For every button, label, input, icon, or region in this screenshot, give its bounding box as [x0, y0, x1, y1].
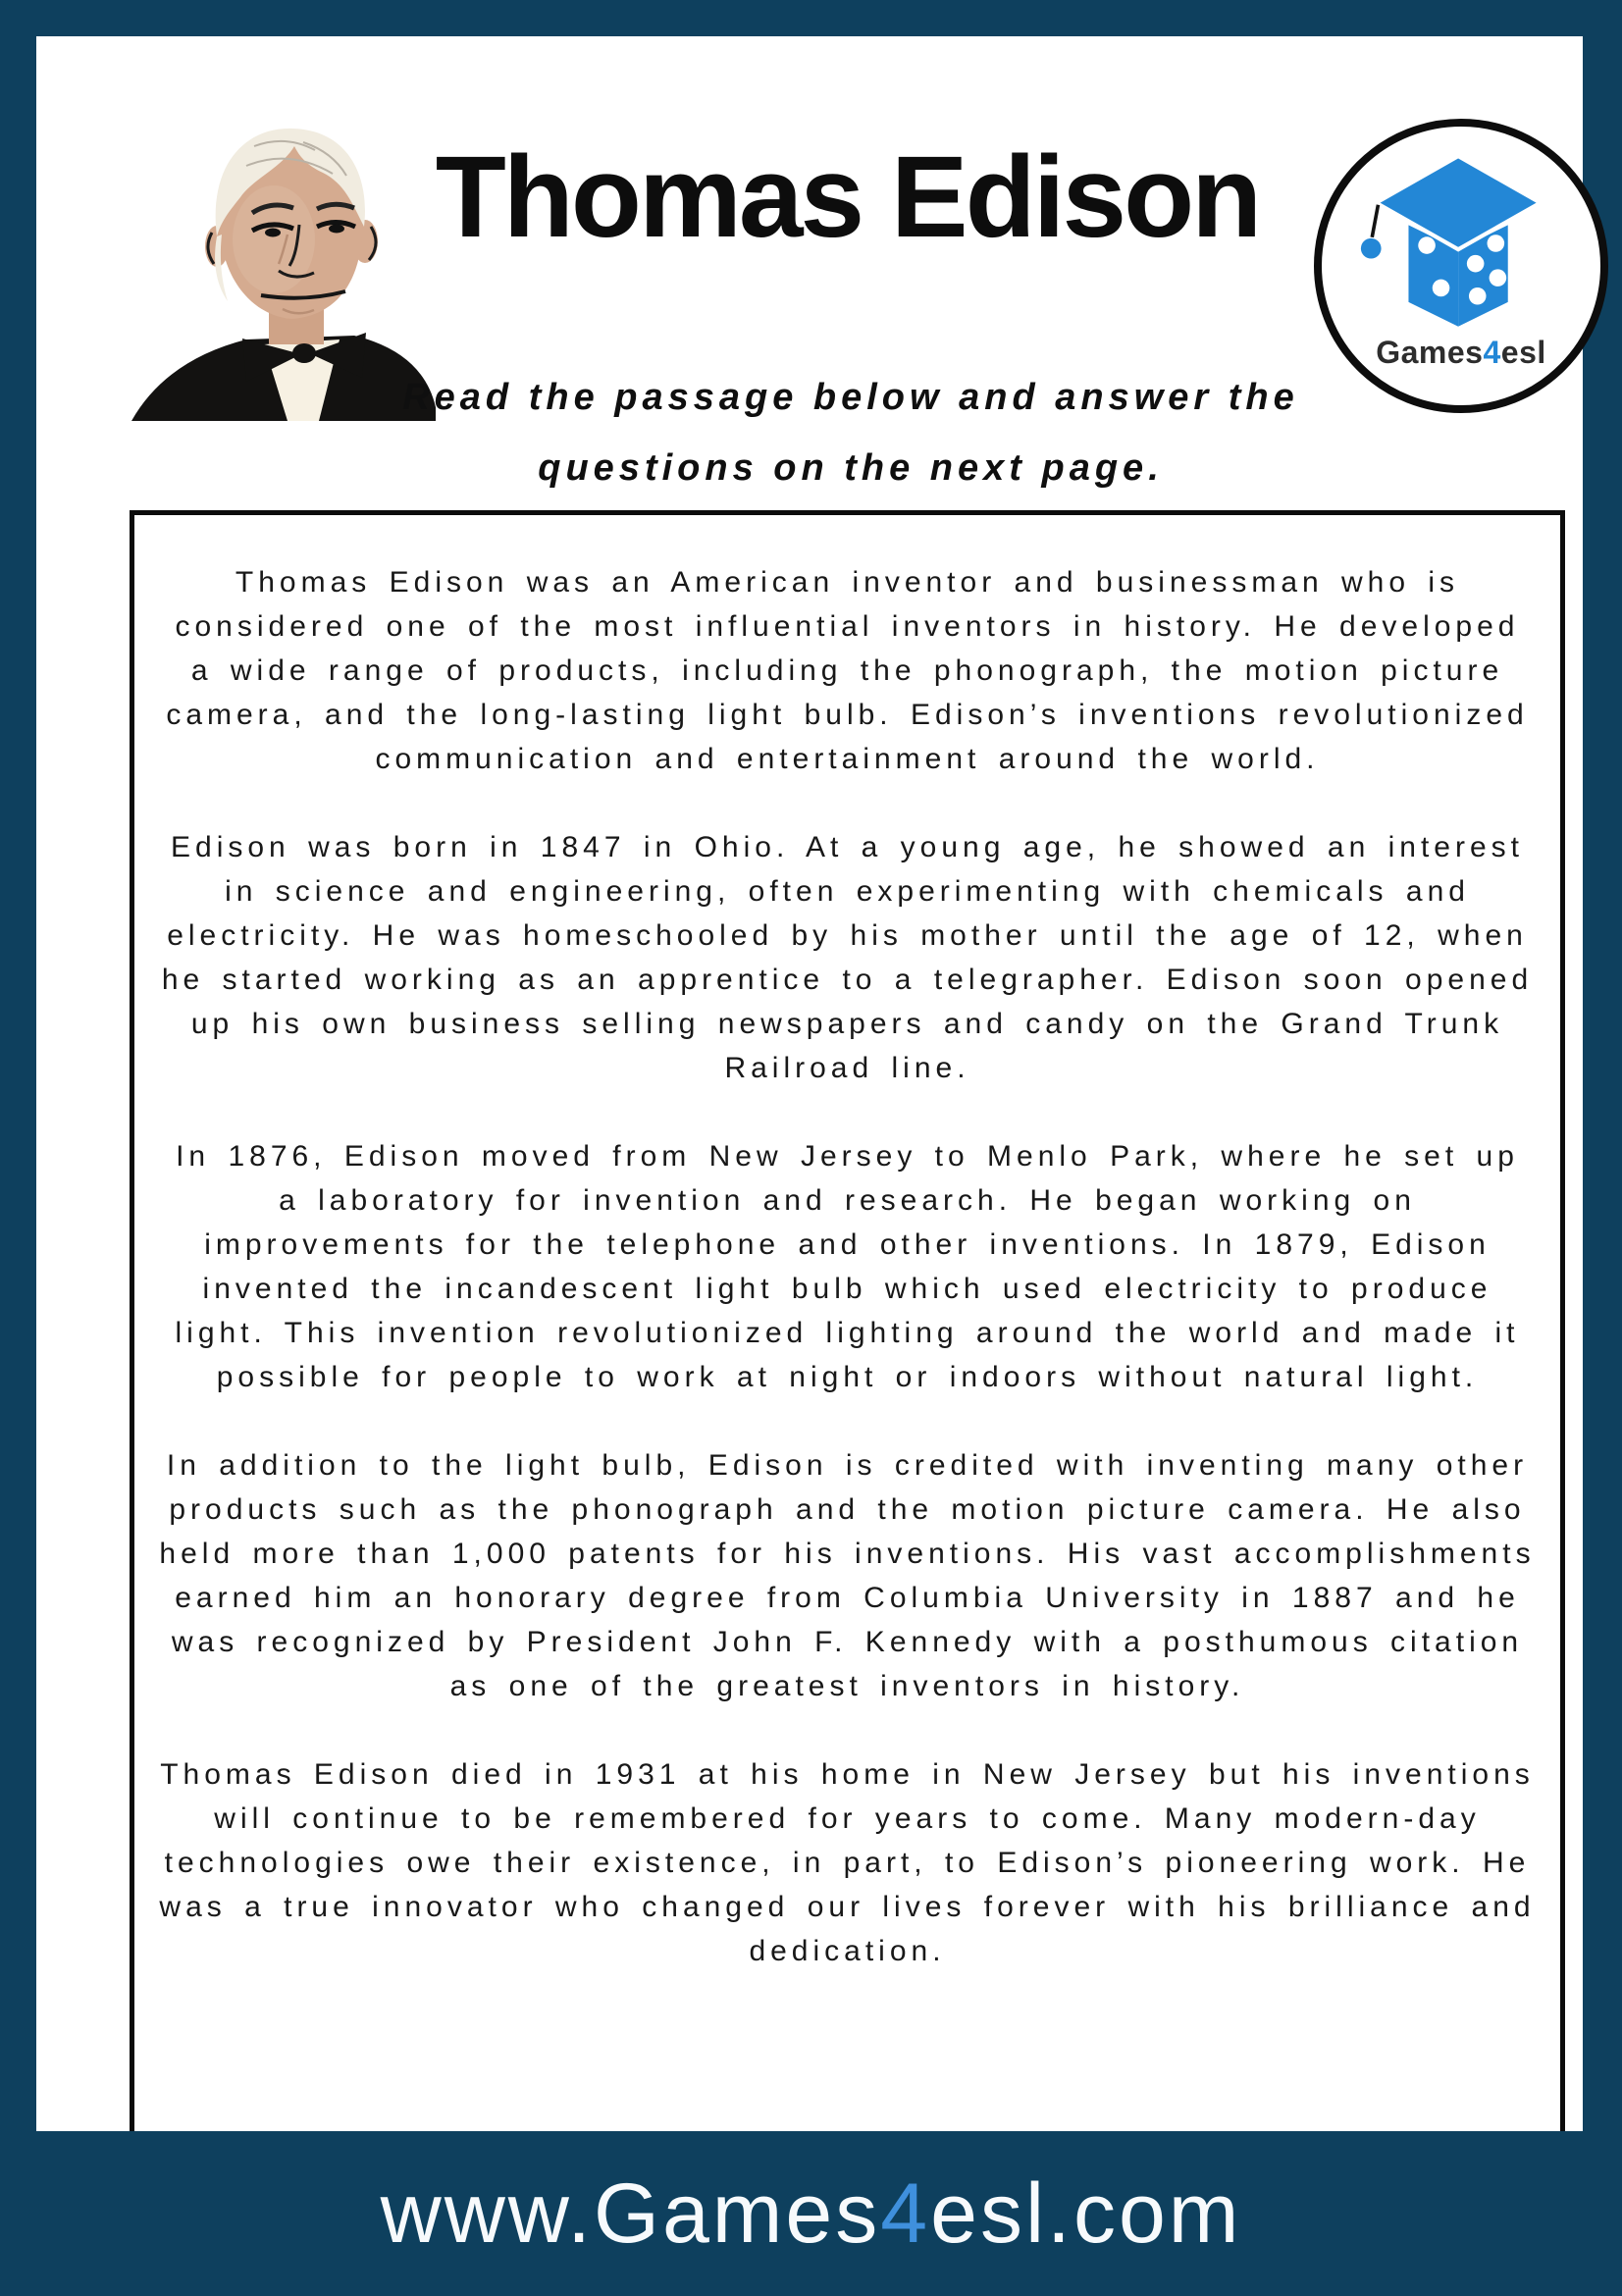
- footer-bar: [0, 2131, 1622, 2296]
- footer-url-number: 4: [880, 2166, 931, 2261]
- footer-website-link[interactable]: [380, 2166, 1242, 2261]
- footer-url-prefix: www.Games: [380, 2166, 881, 2261]
- logo-text-number: 4: [1483, 335, 1501, 370]
- footer-url-suffix: esl.com: [930, 2166, 1242, 2261]
- instruction-line-2: questions on the next page.: [538, 447, 1164, 489]
- passage-box: [130, 510, 1565, 2151]
- passage-paragraph: In addition to the light bulb, Edison is credited with inventing many other products such as the phonograph and the motion picture camera. He also held more than 1,000 patents for his inventions. His vast accomplishments earned him an honorary degree from Columbia University in 1887 and he was recognized by President John F. Kennedy with a posthumous citation as one of the greatest inventors in history.: [159, 1449, 1536, 1702]
- passage-paragraph: Thomas Edison was an American inventor and businessman who is considered one of the most influential inventors in history. He developed a wide range of products, including the phonograph, the motion picture camera, and the long-lasting light bulb. Edison’s inventions revolutionized communication and entertainment around the world.: [166, 566, 1529, 775]
- passage-paragraph: Edison was born in 1847 in Ohio. At a young age, he showed an interest in science and engineering, often experimenting with chemicals and electricity. He was homeschooled by his mother until the age of 12, when he started working as an apprentice to a telegrapher. Edison soon opened up his own business selling newspapers and candy on the Grand Trunk Railroad line.: [161, 831, 1534, 1084]
- page-title: Thomas Edison: [435, 132, 1260, 262]
- logo-text-suffix: esl: [1500, 335, 1546, 370]
- content-area: [36, 36, 1583, 2131]
- instruction-text: [233, 362, 1469, 503]
- graduation-cap-dice-icon: [1351, 152, 1559, 335]
- passage-paragraph: Thomas Edison died in 1931 at his home in New Jersey but his inventions will continue to be remembered for years to come. Many modern-day technologies owe their existence, in part, to Edison’s pioneering work. He was a true innovator who changed our lives forever with his brilliance and dedication.: [159, 1758, 1536, 1967]
- logo-text-prefix: Games: [1376, 335, 1484, 370]
- instruction-line-1: Read the passage below and answer the: [402, 377, 1299, 418]
- passage-paragraph: In 1876, Edison moved from New Jersey to Menlo Park, where he set up a laboratory for invention and research. He began working on improvements for the telephone and other inventions. In 1879, Edison invented the incandescent light bulb which used electricity to produce light. This invention revolutionized lighting around the world and made it possible for people to work at night or indoors without natural light.: [175, 1140, 1520, 1393]
